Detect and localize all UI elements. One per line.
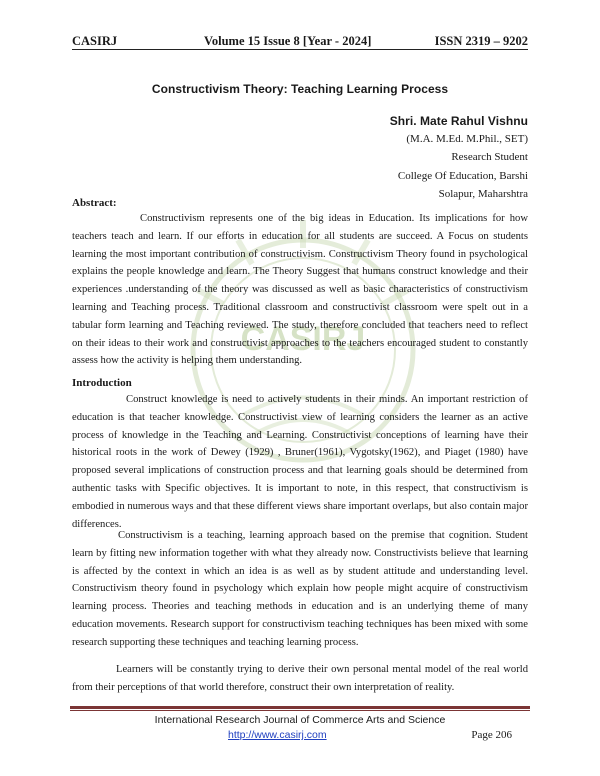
author-institution: College Of Education, Barshi <box>397 169 528 182</box>
introduction-paragraph-3: Learners will be constantly trying to derive their own personal mental model of the real world from their perceptions of that world therefore, construct their own interpretation of reality. <box>72 664 528 693</box>
watermark-text: CASIRJ <box>240 320 366 358</box>
paper-title: Constructivism Theory: Teaching Learning Process <box>151 82 449 96</box>
introduction-paragraph-2: Constructivism is a teaching, learning approach based on the premise that cognition. Student learn by fitting new information together with what they already now. Constructivists believe that learning is affected by the context in which an idea is as well as by student attitude and understanding level. Constructivism theory found in psychology which explain how people might acquire of constructivism learning process. Theories and teaching methods in education and is an underlying theme of many education movements. Research support for constructivism teaching techniques has been mixed with some research supporting these techniques and teaching learning process. <box>72 530 528 648</box>
abstract-heading: Abstract: <box>72 197 117 209</box>
header-issn: ISSN 2319 – 9202 <box>434 34 528 48</box>
author-position: Research Student <box>451 151 528 164</box>
page-number: Page 206 <box>471 729 512 741</box>
header-journal: CASIRJ <box>72 34 118 48</box>
author-location: Solapur, Maharshtra <box>438 187 528 200</box>
journal-website-link[interactable]: http://www.casirj.com <box>228 729 327 741</box>
header-rule <box>72 49 528 50</box>
footer-rule <box>70 706 530 709</box>
footer-journal: International Research Journal of Commerce Arts and Science <box>154 714 446 726</box>
running-header <box>72 34 528 50</box>
author-block <box>390 112 528 203</box>
author-qualifications: (M.A. M.Ed. M.Phil., SET) <box>406 133 528 146</box>
footer-rule-thin <box>70 710 530 711</box>
introduction-heading: Introduction <box>72 377 132 389</box>
author-name: Shri. Mate Rahul Vishnu <box>389 114 528 128</box>
header-volume: Volume 15 Issue 8 [Year - 2024] <box>204 34 372 48</box>
abstract-text: Constructivism represents one of the big ideas in Education. Its implications for how teachers teach and learn. If our efforts in education for all students are succeed. A Focus on students learning the most important contribution of constructivism. Constructivism Theory found in psychological explains the people knowledge and learn. The Theory Suggest that humans construct knowledge and their experiences .understanding of the theory was discussed as well as basic characteristics of constructivism learning and Teaching process. Traditional classroom and constructivist classroom were spelt out in a tabular form learning and Teaching reviewed. The study, therefore concluded that teachers need to reflect on their ideas to their work and constructivist approaches to the teachers encouraged student to constantly assess how the activity is helping them understanding. <box>72 213 528 367</box>
introduction-paragraph-1: Construct knowledge is need to actively students in their minds. An important restriction of education is that teacher knowledge. Constructivist view of learning considers the learner as an active process of knowledge in the Teaching and Learning. Constructivist conceptions of learning have their historical roots in the work of Dewey (1929) , Bruner(1961), Vygotsky(1962), and Piaget (1980) have proposed several implications of construction process and that learning goals should be determined from authentic tasks with Specific objectives. It is important to note, in this respect, that constructivism is embodied in numerous ways and that these different views share important overlaps, but also contain major differences. <box>72 394 528 530</box>
